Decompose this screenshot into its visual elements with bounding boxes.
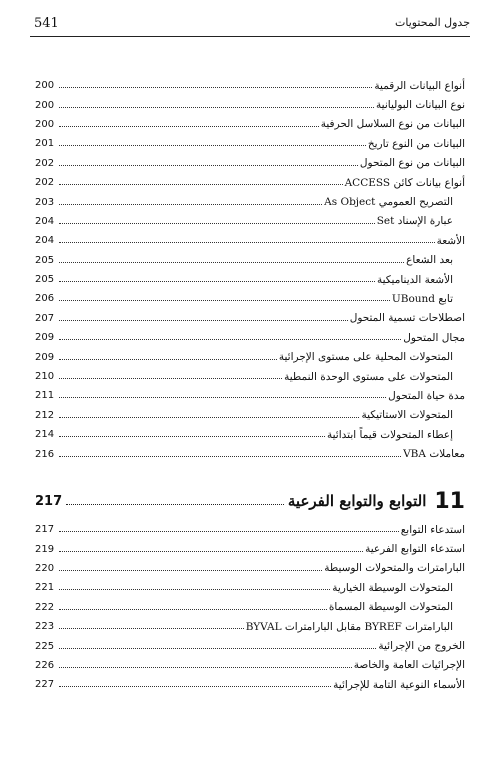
toc-entry-page: 209 — [35, 351, 55, 363]
leader-dots — [66, 504, 284, 505]
leader-dots — [59, 320, 348, 321]
toc-entry-page: 207 — [35, 312, 55, 324]
toc-entry-title: المتحولات المحلية على مستوى الإجرائية — [278, 351, 453, 364]
toc-entry-page: 217 — [35, 524, 55, 536]
toc-entry-title: المتحولات الاستاتيكية — [361, 409, 453, 422]
leader-dots — [59, 417, 359, 418]
toc-entry[interactable] — [35, 617, 465, 636]
leader-dots — [59, 223, 375, 224]
toc-entry-title: الإجرائيات العامة والخاصة — [353, 659, 465, 672]
toc-entry-page: 214 — [35, 429, 55, 441]
leader-dots — [59, 686, 331, 687]
toc-entry[interactable] — [35, 347, 465, 366]
chapter-title: التوابع والتوابع الفرعية — [287, 492, 427, 510]
toc-entry-title: الخروج من الإجرائية — [378, 640, 465, 653]
toc-entry-title: مدة حياة المتحول — [388, 389, 465, 402]
toc-entry[interactable] — [35, 675, 465, 694]
toc-entry-page: 209 — [35, 332, 55, 344]
toc-entry[interactable] — [35, 251, 465, 270]
toc-entry[interactable] — [35, 367, 465, 386]
toc-entry[interactable] — [35, 328, 465, 347]
toc-entry-title: الأشعة الديناميكية — [376, 273, 453, 286]
toc-entry-title: البارامترات والمتحولات الوسيطة — [324, 562, 465, 575]
leader-dots — [59, 281, 375, 282]
leader-dots — [59, 531, 399, 532]
toc-entry-page: 222 — [35, 601, 55, 613]
toc-entry-page: 225 — [35, 640, 55, 652]
toc-entry-title: البيانات من نوع السلاسل الحرفية — [320, 118, 465, 131]
toc-entry-title: المتحولات الوسيطة الخيارية — [332, 581, 453, 594]
toc-entry[interactable] — [35, 95, 465, 114]
toc-entry-title: أنواع البيانات الرقمية — [374, 79, 465, 92]
chapter-page: 217 — [35, 493, 63, 509]
leader-dots — [59, 551, 363, 552]
toc-entry-page: 206 — [35, 293, 55, 305]
toc-entry-title: البارامترات BYREF مقابل البارامترات BYVAL — [245, 620, 453, 633]
toc-entry-page: 226 — [35, 659, 55, 671]
toc-entry[interactable] — [35, 76, 465, 95]
toc-entry-page: 203 — [35, 196, 55, 208]
leader-dots — [59, 339, 401, 340]
toc-entry-title: البيانات من النوع تاريخ — [367, 137, 465, 150]
toc-entry-title: تابع UBound — [391, 292, 453, 305]
chapter-number: 11 — [434, 488, 465, 514]
chapter-section — [35, 480, 465, 695]
toc-entry-title: البيانات من نوع المتحول — [359, 157, 465, 170]
toc-entry[interactable] — [35, 154, 465, 173]
toc-entry[interactable] — [35, 444, 465, 463]
leader-dots — [59, 667, 352, 668]
leader-dots — [59, 359, 277, 360]
toc-entry[interactable] — [35, 425, 465, 444]
leader-dots — [59, 570, 322, 571]
toc-entry[interactable] — [35, 212, 465, 231]
leader-dots — [59, 609, 327, 610]
leader-dots — [59, 397, 386, 398]
toc-section-b — [35, 520, 465, 695]
chapter-heading[interactable] — [35, 488, 465, 514]
leader-dots — [59, 204, 322, 205]
leader-dots — [59, 378, 282, 379]
toc-entry-title: نوع البيانات البوليانية — [376, 99, 465, 112]
toc-entry-page: 219 — [35, 543, 55, 555]
toc-entry-title: اصطلاحات تسمية المتحول — [349, 312, 465, 325]
toc-entry-title: إعطاء المتحولات قيماً ابتدائية — [327, 428, 453, 441]
leader-dots — [59, 262, 404, 263]
toc-entry[interactable] — [35, 636, 465, 655]
toc-entry-page: 200 — [35, 118, 55, 130]
toc-entry[interactable] — [35, 598, 465, 617]
leader-dots — [59, 165, 358, 166]
leader-dots — [59, 628, 244, 629]
toc-entry-page: 221 — [35, 582, 55, 594]
toc-entry[interactable] — [35, 173, 465, 192]
toc-entry-title: عبارة الإسناد Set — [376, 215, 453, 228]
toc-entry-title: المتحولات الوسيطة المسماة — [328, 601, 453, 614]
toc-entry-title: معاملات VBA — [403, 448, 465, 461]
toc-entry[interactable] — [35, 192, 465, 211]
toc-entry[interactable] — [35, 270, 465, 289]
leader-dots — [59, 648, 376, 649]
toc-entry[interactable] — [35, 134, 465, 153]
toc-entry[interactable] — [35, 231, 465, 250]
toc-entry-page: 204 — [35, 235, 55, 247]
toc-entry-title: بعد الشعاع — [406, 254, 453, 267]
leader-dots — [59, 87, 372, 88]
toc-entry-title: المتحولات على مستوى الوحدة النمطية — [284, 370, 453, 383]
toc-entry-page: 205 — [35, 254, 55, 266]
page-header — [30, 14, 470, 37]
leader-dots — [59, 300, 390, 301]
toc-entry-page: 220 — [35, 562, 55, 574]
toc-entry-page: 204 — [35, 215, 55, 227]
toc-entry-page: 200 — [35, 99, 55, 111]
toc-entry[interactable] — [35, 520, 465, 539]
toc-entry-title: الأسماء النوعية التامة للإجرائية — [333, 678, 465, 691]
toc-entry[interactable] — [35, 539, 465, 558]
leader-dots — [59, 436, 325, 437]
toc-entry-page: 200 — [35, 80, 55, 92]
toc-entry[interactable] — [35, 406, 465, 425]
leader-dots — [59, 242, 435, 243]
toc-entry-page: 202 — [35, 177, 55, 189]
toc-entry-page: 211 — [35, 390, 55, 402]
leader-dots — [59, 145, 366, 146]
toc-entry[interactable] — [35, 115, 465, 134]
toc-entry-title: استدعاء التوابع الفرعية — [365, 543, 465, 556]
toc-entry[interactable] — [35, 559, 465, 578]
running-title: جدول المحتويات — [394, 16, 470, 29]
toc-entry-title: استدعاء التوابع — [400, 523, 465, 536]
toc-section-a — [35, 76, 465, 464]
toc-entry-title: الأشعة — [436, 234, 465, 247]
toc-entry-title: مجال المتحول — [403, 331, 465, 344]
toc-entry-page: 216 — [35, 448, 55, 460]
toc-entry[interactable] — [35, 656, 465, 675]
toc-entry-title: أنواع بيانات كائن ACCESS — [344, 176, 465, 189]
toc-entry-page: 201 — [35, 138, 55, 150]
toc-entry-page: 223 — [35, 621, 55, 633]
leader-dots — [59, 456, 401, 457]
page-number: 541 — [34, 16, 59, 31]
toc-entry[interactable] — [35, 309, 465, 328]
toc-entry-page: 210 — [35, 371, 55, 383]
toc-entry-page: 212 — [35, 409, 55, 421]
toc-entry-page: 205 — [35, 274, 55, 286]
leader-dots — [59, 589, 330, 590]
leader-dots — [59, 126, 319, 127]
toc-entry-page: 202 — [35, 157, 55, 169]
toc-entry[interactable] — [35, 289, 465, 308]
leader-dots — [59, 107, 374, 108]
leader-dots — [59, 184, 343, 185]
toc-entry-title: التصريح العمومي As Object — [324, 196, 453, 209]
toc-entry[interactable] — [35, 578, 465, 597]
toc-entry-page: 227 — [35, 679, 55, 691]
toc-entry[interactable] — [35, 386, 465, 405]
